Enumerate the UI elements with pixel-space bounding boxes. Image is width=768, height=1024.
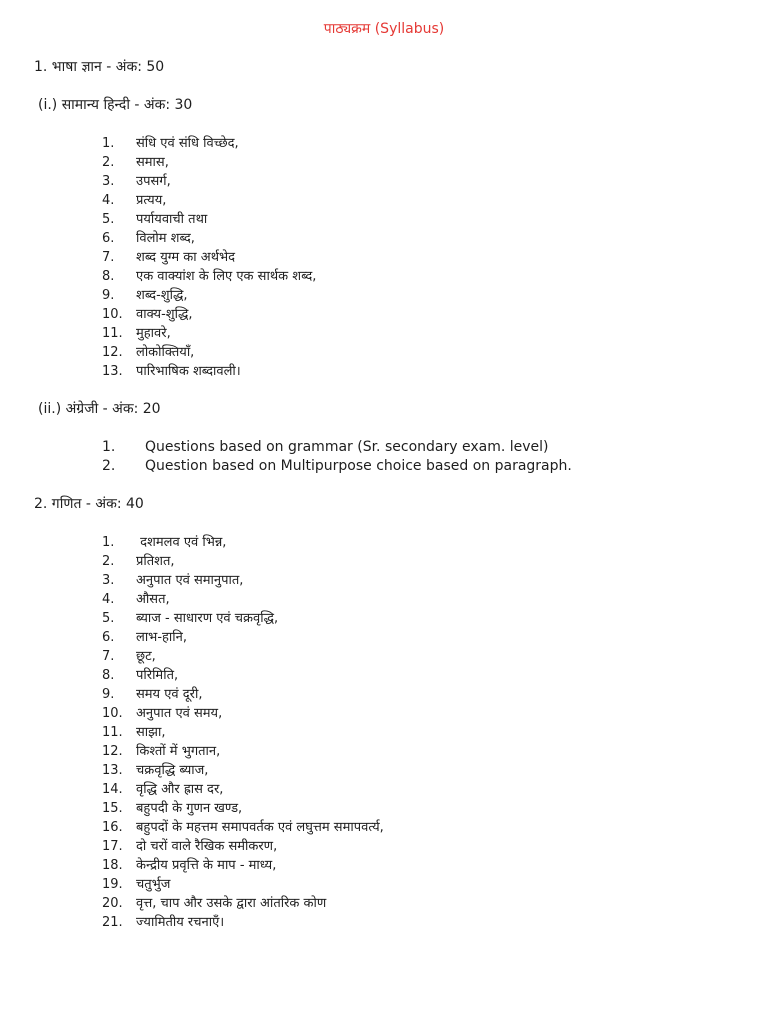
- list-item-text: संधि एवं संधि विच्छेद,: [136, 136, 239, 151]
- list-item: [102, 647, 384, 666]
- list-item-text: अनुपात एवं समय,: [136, 706, 223, 721]
- list-item-number: 5.: [102, 611, 115, 626]
- list-item-text: दशमलव एवं भिन्न,: [136, 535, 227, 550]
- list-item-number: 17.: [102, 839, 123, 854]
- list-item-number: 14.: [102, 782, 123, 797]
- page-title: पाठ्यक्रम (Syllabus): [323, 21, 445, 37]
- list-item: [102, 343, 316, 362]
- list-item-number: 10.: [102, 706, 123, 721]
- list-item: [102, 248, 316, 267]
- list-item: [102, 172, 316, 191]
- list-item-number: 13.: [102, 763, 123, 778]
- list-item: [102, 590, 384, 609]
- list-item-number: 10.: [102, 307, 123, 322]
- list-item: [102, 761, 384, 780]
- list-item-text: बहुपदी के गुणन खण्ड,: [136, 801, 243, 816]
- list-item-number: 12.: [102, 345, 123, 360]
- list-item-text: पारिभाषिक शब्दावली।: [136, 364, 241, 379]
- list-item-number: 3.: [102, 174, 115, 189]
- list-item-text: परिमिति,: [136, 668, 179, 683]
- list-item-text: ज्यामितीय रचनाएँ।: [136, 915, 225, 930]
- list-item-text: समास,: [136, 155, 169, 170]
- list-item: [102, 533, 384, 552]
- list-item-text: प्रतिशत,: [136, 554, 175, 569]
- list-item-number: 9.: [102, 687, 115, 702]
- list-item-number: 20.: [102, 896, 123, 911]
- list-item-text: समय एवं दूरी,: [136, 687, 203, 702]
- list-item-text: दो चरों वाले रैखिक समीकरण,: [136, 839, 278, 854]
- list-item-text: मुहावरे,: [136, 326, 171, 341]
- list-item-number: 18.: [102, 858, 123, 873]
- list-item: [102, 267, 316, 286]
- list-item: [102, 723, 384, 742]
- list-item-text: अनुपात एवं समानुपात,: [136, 573, 244, 588]
- list-item-number: 1.: [102, 439, 116, 455]
- list-item-text: शब्द-शुद्धि,: [136, 288, 188, 303]
- list-item-text: साझा,: [136, 725, 166, 740]
- list-item-number: 6.: [102, 630, 115, 645]
- list-item-number: 9.: [102, 288, 115, 303]
- list-item: [102, 324, 316, 343]
- list-item-number: 8.: [102, 668, 115, 683]
- list-item-number: 16.: [102, 820, 123, 835]
- list-item-text: शब्द युग्म का अर्थभेद: [136, 250, 236, 265]
- list-item-text: Question based on Multipurpose choice based on paragraph.: [145, 458, 572, 474]
- list-item: [102, 856, 384, 875]
- list-item: [102, 837, 384, 856]
- list-item: [102, 799, 384, 818]
- list-item-number: 8.: [102, 269, 115, 284]
- list-item-text: चतुर्भुज: [136, 877, 171, 892]
- list-item-text: लाभ-हानि,: [136, 630, 187, 645]
- section-heading-maths: 2. गणित - अंक: 40: [34, 496, 144, 512]
- list-item: [102, 457, 572, 476]
- subsection-heading-hindi: (i.) सामान्य हिन्दी - अंक: 30: [38, 97, 193, 113]
- list-item: [102, 134, 316, 153]
- list-item-text: केन्द्रीय प्रवृत्ति के माप - माध्य,: [136, 858, 277, 873]
- list-item-number: 7.: [102, 250, 115, 265]
- list-item: [102, 305, 316, 324]
- maths-topic-list: [102, 533, 384, 932]
- list-item: [102, 704, 384, 723]
- list-item-number: 11.: [102, 725, 123, 740]
- list-item: [102, 438, 572, 457]
- list-item-text: उपसर्ग,: [136, 174, 171, 189]
- subsection-heading-english: (ii.) अंग्रेजी - अंक: 20: [38, 401, 161, 417]
- list-item: [102, 818, 384, 837]
- list-item-text: पर्यायवाची तथा: [136, 212, 208, 227]
- list-item: [102, 191, 316, 210]
- list-item-number: 21.: [102, 915, 123, 930]
- list-item: [102, 685, 384, 704]
- list-item: [102, 628, 384, 647]
- list-item: [102, 286, 316, 305]
- list-item: [102, 742, 384, 761]
- list-item-number: 1.: [102, 535, 115, 550]
- list-item: [102, 210, 316, 229]
- list-item-text: चक्रवृद्धि ब्याज,: [136, 763, 209, 778]
- list-item-number: 4.: [102, 193, 115, 208]
- list-item-text: छूट,: [136, 649, 156, 664]
- list-item-text: विलोम शब्द,: [136, 231, 195, 246]
- list-item-text: वाक्य-शुद्धि,: [136, 307, 193, 322]
- list-item-text: किश्तों में भुगतान,: [136, 744, 221, 759]
- list-item-number: 2.: [102, 155, 115, 170]
- list-item: [102, 666, 384, 685]
- list-item-number: 11.: [102, 326, 123, 341]
- list-item-text: बहुपदों के महत्तम समापवर्तक एवं लघुत्तम समापवर्त्य,: [136, 820, 384, 835]
- list-item: [102, 609, 384, 628]
- list-item: [102, 780, 384, 799]
- list-item: [102, 894, 384, 913]
- list-item: [102, 875, 384, 894]
- list-item-number: 3.: [102, 573, 115, 588]
- list-item-number: 5.: [102, 212, 115, 227]
- list-item-number: 7.: [102, 649, 115, 664]
- english-topic-list: [102, 438, 572, 476]
- list-item: [102, 362, 316, 381]
- list-item-number: 2.: [102, 458, 116, 474]
- list-item: [102, 153, 316, 172]
- list-item-text: Questions based on grammar (Sr. secondary exam. level): [145, 439, 549, 455]
- list-item: [102, 913, 384, 932]
- list-item-text: वृद्धि और ह्रास दर,: [136, 782, 224, 797]
- list-item-number: 13.: [102, 364, 123, 379]
- list-item-text: प्रत्यय,: [136, 193, 167, 208]
- list-item-text: एक वाक्यांश के लिए एक सार्थक शब्द,: [136, 269, 317, 284]
- list-item-text: ब्याज - साधारण एवं चक्रवृद्धि,: [136, 611, 279, 626]
- list-item-number: 19.: [102, 877, 123, 892]
- list-item-number: 1.: [102, 136, 115, 151]
- list-item-number: 15.: [102, 801, 123, 816]
- list-item: [102, 552, 384, 571]
- list-item-number: 6.: [102, 231, 115, 246]
- list-item: [102, 229, 316, 248]
- list-item: [102, 571, 384, 590]
- list-item-text: लोकोक्तियाँ,: [136, 345, 195, 360]
- list-item-number: 2.: [102, 554, 115, 569]
- list-item-text: वृत्त, चाप और उसके द्वारा आंतरिक कोण: [136, 896, 327, 911]
- list-item-number: 4.: [102, 592, 115, 607]
- hindi-topic-list: [102, 134, 316, 381]
- list-item-number: 12.: [102, 744, 123, 759]
- list-item-text: औसत,: [136, 592, 170, 607]
- section-heading-language: 1. भाषा ज्ञान - अंक: 50: [34, 59, 165, 75]
